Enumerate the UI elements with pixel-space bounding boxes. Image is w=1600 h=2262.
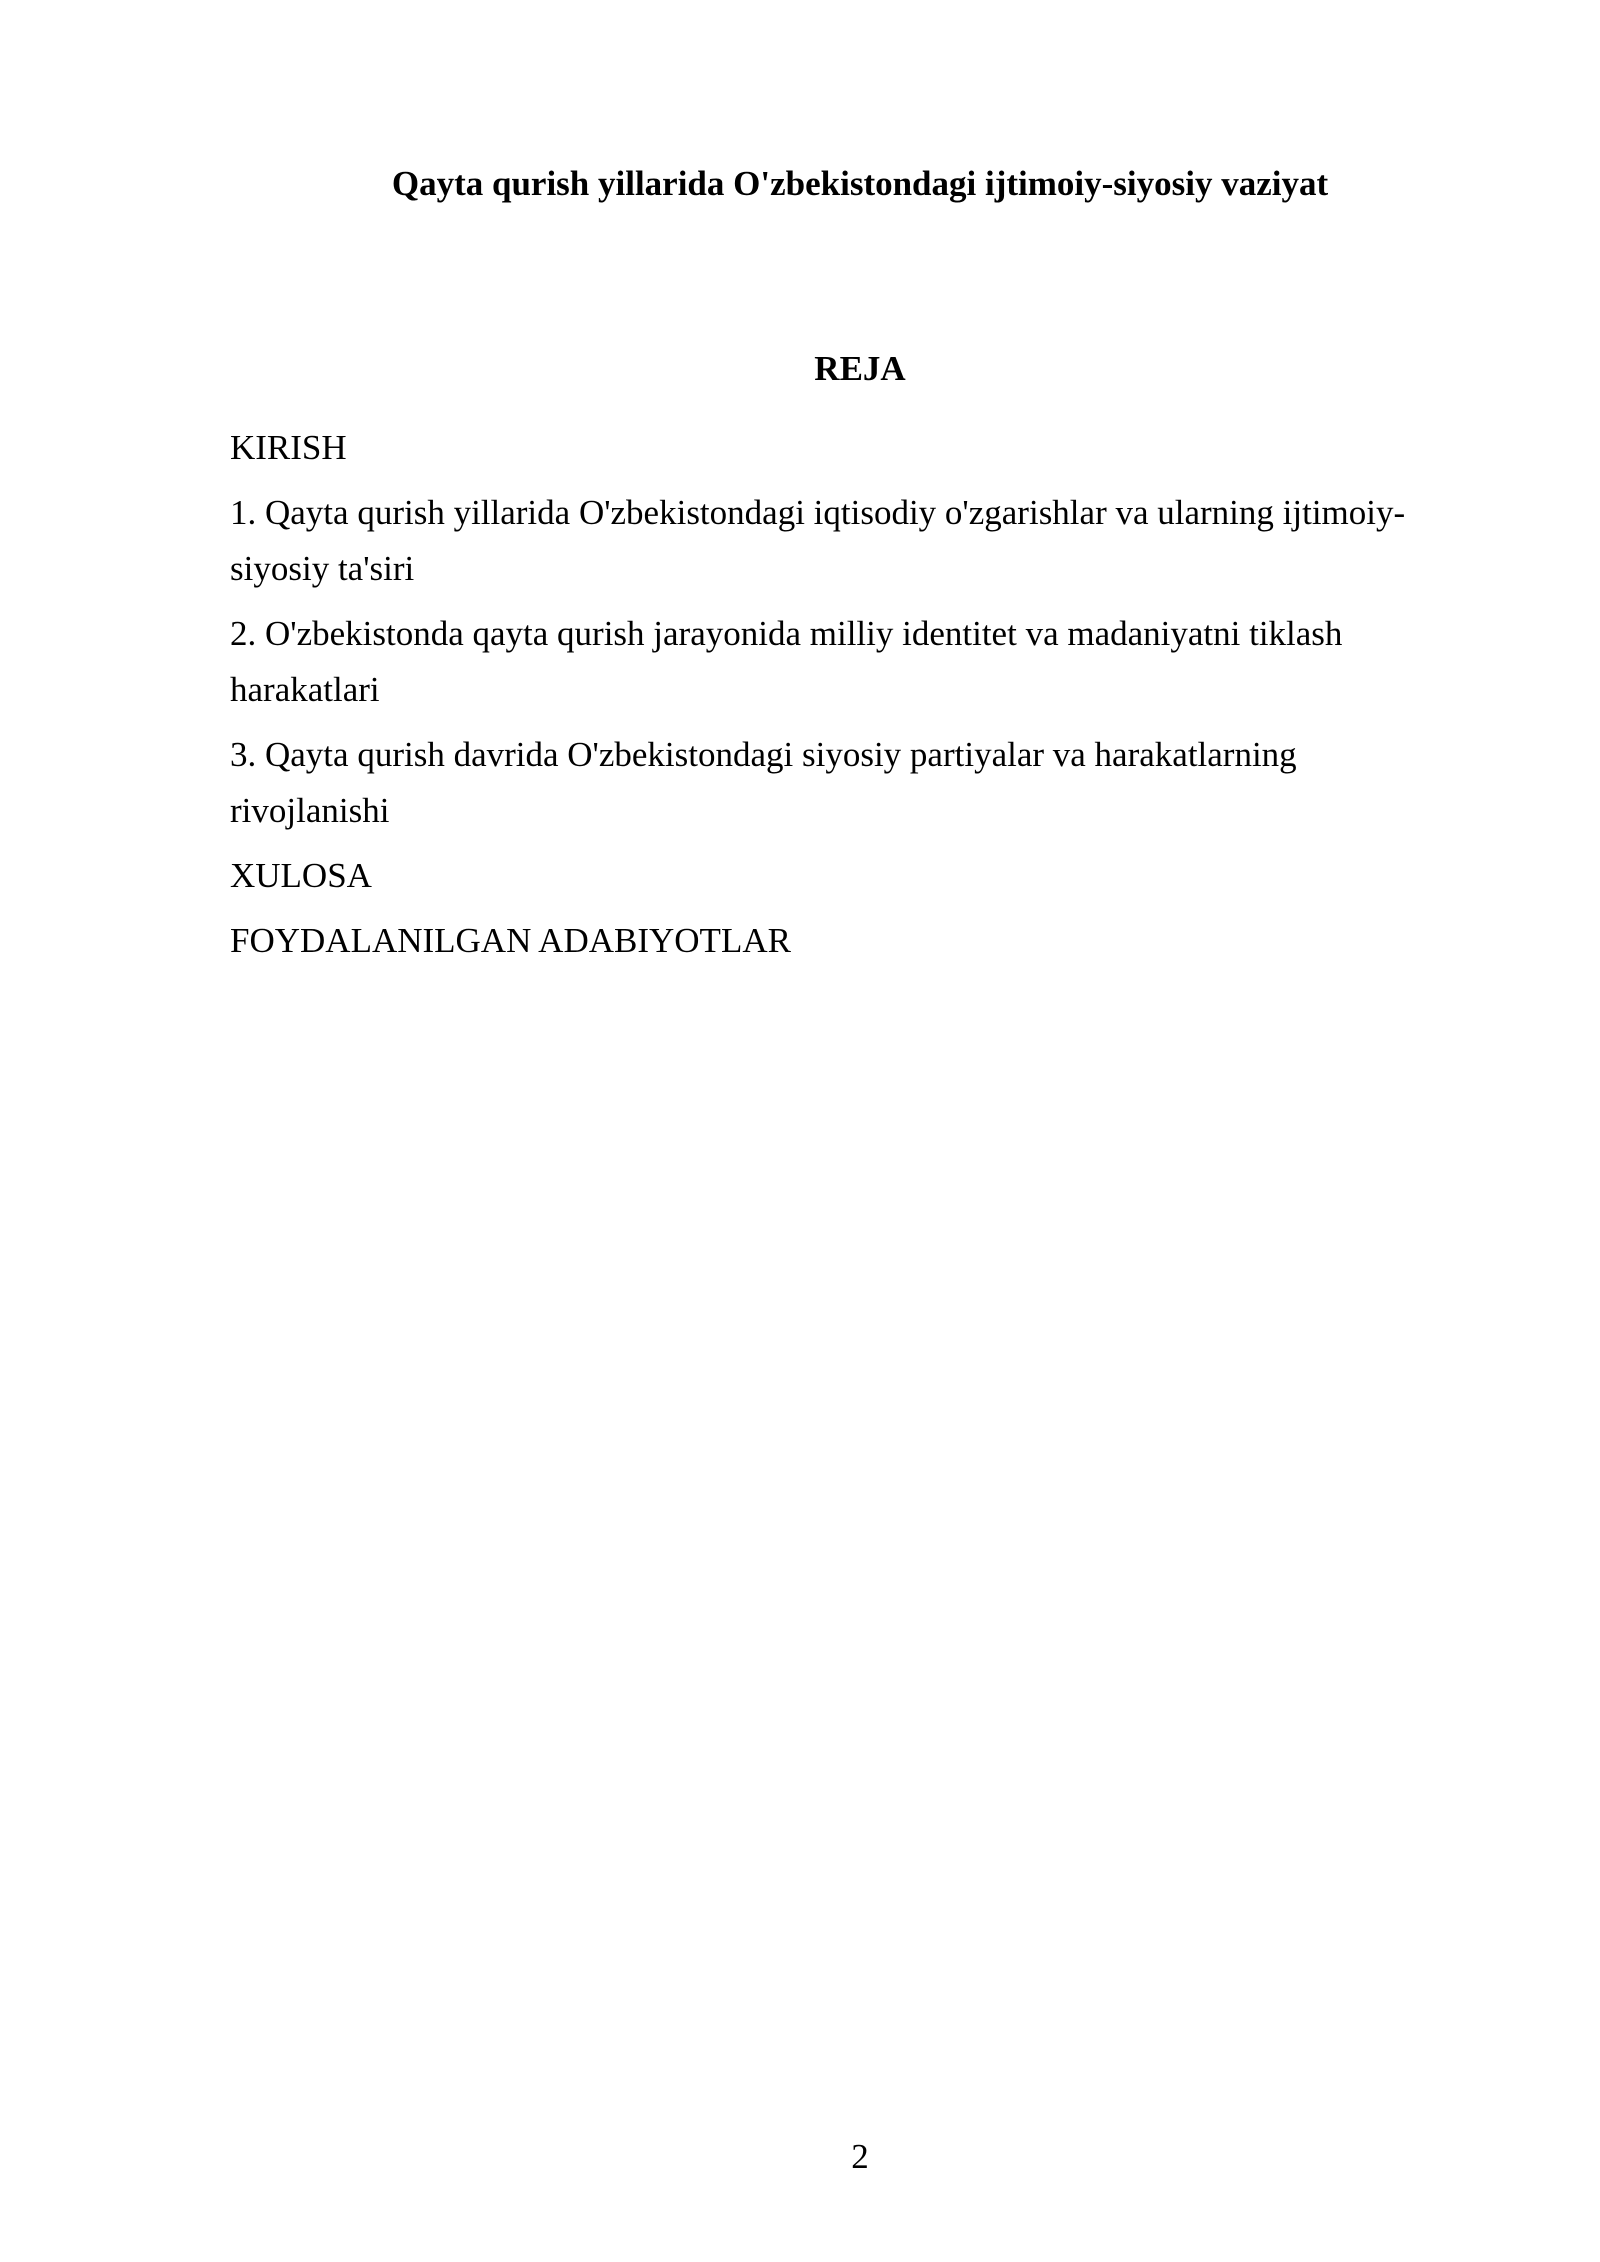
document-title: Qayta qurish yillarida O'zbekistondagi ijtimoiy-siyosiy vaziyat: [391, 164, 1329, 203]
plan-item-3: 3. Qayta qurish davrida O'zbekistondagi siyosiy partiyalar va harakatlarning rivojlanishi: [230, 735, 1297, 830]
plan-item-conclusion: XULOSA: [230, 856, 372, 895]
plan-item-introduction: KIRISH: [230, 428, 347, 467]
plan-item-2: 2. O'zbekistonda qayta qurish jarayonida milliy identitet va madaniyatni tiklash harakatlari: [230, 614, 1343, 709]
page-number: 2: [851, 2137, 869, 2176]
plan-heading: REJA: [814, 349, 906, 388]
plan-item-1: 1. Qayta qurish yillarida O'zbekistondagi iqtisodiy o'zgarishlar va ularning ijtimoiy-siyosiy ta'siri: [230, 493, 1406, 588]
plan-list: [230, 420, 1460, 978]
plan-item-references: FOYDALANILGAN ADABIYOTLAR: [230, 921, 791, 960]
